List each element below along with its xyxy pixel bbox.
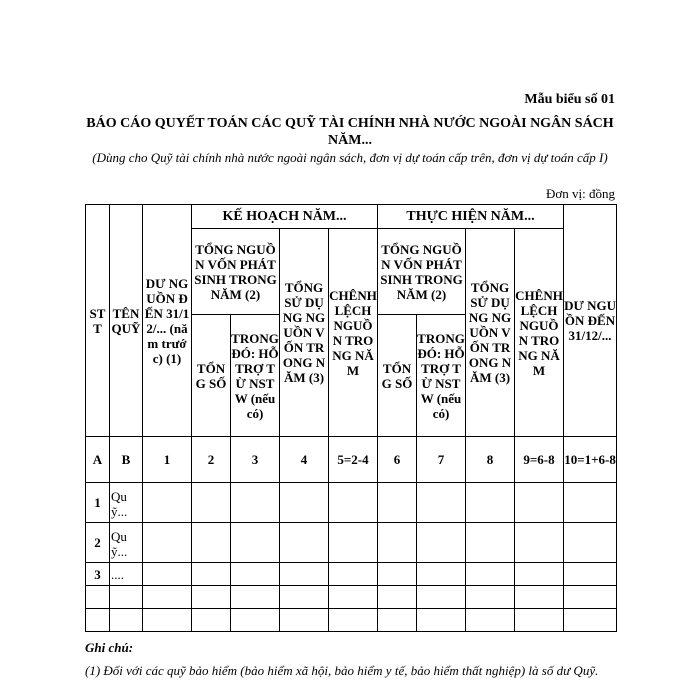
table-row <box>86 483 617 523</box>
data-cell <box>417 609 466 632</box>
data-cell <box>143 523 192 563</box>
code-cell: A <box>86 437 110 483</box>
notes-line-1: (1) Đối với các quỹ bảo hiểm (bảo hiểm xã hội, bảo hiểm y tế, bảo hiểm thất nghiệp) là số dư Quỹ. <box>85 663 599 678</box>
data-cell <box>378 523 417 563</box>
table-row <box>86 586 617 609</box>
row-fund-name: Quỹ... <box>110 523 143 563</box>
data-cell <box>192 586 231 609</box>
report-subtitle: (Dùng cho Quỹ tài chính nhà nước ngoài ngân sách, đơn vị dự toán cấp trên, đơn vị dự toán cấp I) <box>92 150 608 165</box>
data-cell <box>515 483 564 523</box>
data-cell <box>329 609 378 632</box>
code-cell: 1 <box>143 437 192 483</box>
row-stt: 1 <box>86 483 110 523</box>
code-cell: B <box>110 437 143 483</box>
header-fund-name: TÊN QUỸ <box>110 205 143 437</box>
data-cell <box>192 609 231 632</box>
code-cell: 4 <box>280 437 329 483</box>
header-opening-balance: DƯ NGUỒN ĐẾN 31/12/... (năm trước) (1) <box>143 205 192 437</box>
data-cell <box>280 483 329 523</box>
data-cell <box>329 523 378 563</box>
data-cell <box>466 523 515 563</box>
data-cell <box>466 563 515 586</box>
data-cell <box>280 523 329 563</box>
data-cell <box>231 609 280 632</box>
row-stt <box>86 609 110 632</box>
data-cell <box>378 586 417 609</box>
code-cell: 2 <box>192 437 231 483</box>
data-cell <box>466 609 515 632</box>
row-fund-name <box>110 586 143 609</box>
row-fund-name: .... <box>110 563 143 586</box>
header-actual-group: THỰC HIỆN NĂM... <box>378 205 564 229</box>
header-actual-difference: CHÊNH LỆCH NGUỒN TRONG NĂM <box>515 229 564 437</box>
data-cell <box>417 523 466 563</box>
data-cell <box>378 563 417 586</box>
data-cell <box>378 609 417 632</box>
data-cell <box>329 586 378 609</box>
table-row <box>86 609 617 632</box>
data-cell <box>143 563 192 586</box>
data-cell <box>515 523 564 563</box>
unit-label: Đơn vị: đồng <box>546 186 615 201</box>
table-row <box>86 523 617 563</box>
header-plan-total-source: TỔNG NGUỒN VỐN PHÁT SINH TRONG NĂM (2) <box>192 229 280 315</box>
report-table <box>85 204 617 632</box>
row-stt <box>86 586 110 609</box>
notes-title: Ghi chú: <box>85 640 134 655</box>
code-row <box>86 437 617 483</box>
code-cell: 3 <box>231 437 280 483</box>
data-cell <box>231 586 280 609</box>
data-cell <box>417 483 466 523</box>
data-cell <box>192 563 231 586</box>
data-cell <box>143 483 192 523</box>
header-actual-nstw: TRONG ĐÓ: HỖ TRỢ TỪ NSTW (nếu có) <box>417 315 466 437</box>
data-cell <box>280 586 329 609</box>
code-cell: 7 <box>417 437 466 483</box>
header-closing-balance: DƯ NGUỒN ĐẾN 31/12/... <box>564 205 617 437</box>
header-actual-total-used: TỔNG SỬ DỤNG NGUỒN VỐN TRONG NĂM (3) <box>466 229 515 437</box>
code-cell: 5=2-4 <box>329 437 378 483</box>
header-stt: STT <box>86 205 110 437</box>
header-plan-total-count: TỔNG SỐ <box>192 315 231 437</box>
data-cell <box>143 586 192 609</box>
data-cell <box>417 586 466 609</box>
data-cell <box>417 563 466 586</box>
data-cell <box>564 563 617 586</box>
header-plan-total-used: TỔNG SỬ DỤNG NGUỒN VỐN TRONG NĂM (3) <box>280 229 329 437</box>
row-stt: 2 <box>86 523 110 563</box>
code-cell: 6 <box>378 437 417 483</box>
form-number: Mẫu biểu số 01 <box>524 92 615 107</box>
code-cell: 9=6-8 <box>515 437 564 483</box>
data-cell <box>564 609 617 632</box>
data-cell <box>378 483 417 523</box>
header-actual-total-source: TỔNG NGUỒN VỐN PHÁT SINH TRONG NĂM (2) <box>378 229 466 315</box>
data-cell <box>515 609 564 632</box>
data-cell <box>329 483 378 523</box>
table-row <box>86 563 617 586</box>
data-cell <box>564 586 617 609</box>
code-cell: 10=1+6-8 <box>564 437 617 483</box>
data-cell <box>280 563 329 586</box>
data-cell <box>231 563 280 586</box>
data-cell <box>143 609 192 632</box>
report-title: BÁO CÁO QUYẾT TOÁN CÁC QUỸ TÀI CHÍNH NHÀ NƯỚC NGOÀI NGÂN SÁCH NĂM... <box>86 116 614 148</box>
data-cell <box>329 563 378 586</box>
data-cell <box>231 483 280 523</box>
header-actual-total-count: TỔNG SỐ <box>378 315 417 437</box>
data-cell <box>564 483 617 523</box>
header-plan-nstw: TRONG ĐÓ: HỖ TRỢ TỪ NSTW (nếu có) <box>231 315 280 437</box>
data-cell <box>231 523 280 563</box>
data-cell <box>192 523 231 563</box>
header-plan-group: KẾ HOẠCH NĂM... <box>192 205 378 229</box>
row-stt: 3 <box>86 563 110 586</box>
code-cell: 8 <box>466 437 515 483</box>
data-cell <box>280 609 329 632</box>
row-fund-name <box>110 609 143 632</box>
header-plan-difference: CHÊNH LỆCH NGUỒN TRONG NĂM <box>329 229 378 437</box>
data-cell <box>192 483 231 523</box>
data-cell <box>564 523 617 563</box>
data-cell <box>466 586 515 609</box>
data-cell <box>515 563 564 586</box>
data-cell <box>515 586 564 609</box>
data-cell <box>466 483 515 523</box>
row-fund-name: Quỹ... <box>110 483 143 523</box>
